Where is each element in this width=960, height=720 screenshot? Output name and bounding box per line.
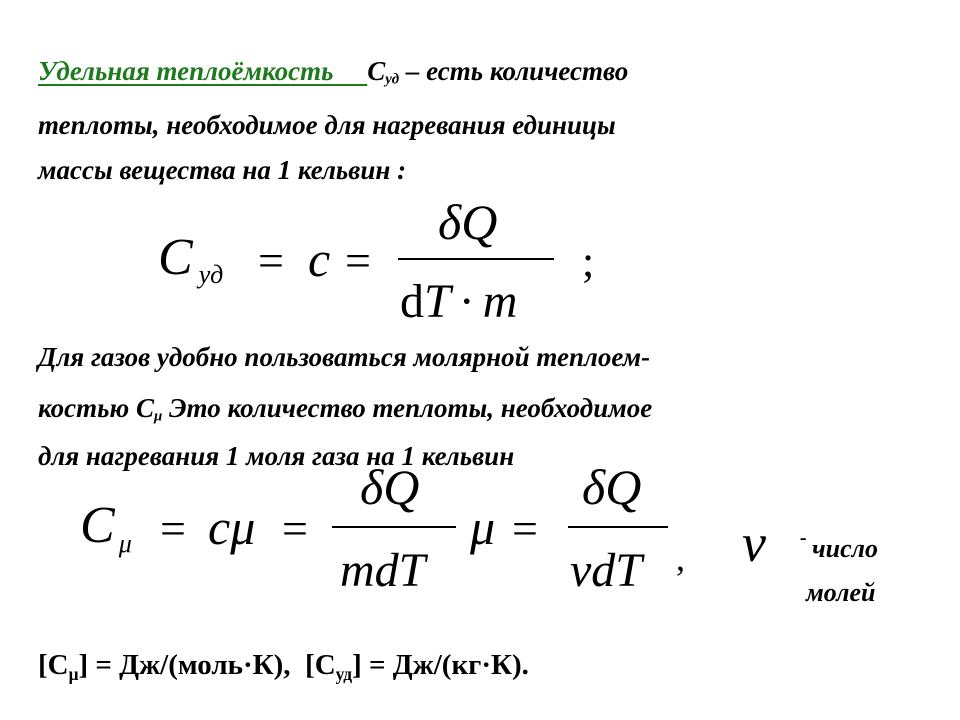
definition-line-1 <box>38 58 628 88</box>
formula-1-den-dot: · <box>458 275 475 328</box>
formula-2-eq2: = <box>282 503 308 554</box>
units-cmu-rest: ] = Дж/(моль·К), <box>78 649 291 681</box>
definition-line-3: массы вещества на 1 кельвин : <box>38 155 407 185</box>
nu-symbol: ν <box>742 513 766 573</box>
units-cmu-sub: μ <box>68 664 79 685</box>
formula-1-fraction-bar <box>398 258 554 260</box>
molar-line-2-sub: μ <box>153 408 163 425</box>
formula-2-den2: νdT <box>570 544 642 597</box>
formula-1-den-T: T <box>424 275 451 328</box>
formula-2-C: C <box>80 497 115 554</box>
symbol-c: C <box>367 56 386 86</box>
formula-2-comma: , <box>676 538 685 578</box>
units-cmu-open: [C <box>38 649 69 681</box>
formula-2-fraction-bar-2 <box>568 526 668 528</box>
nu-description-line-2: молей <box>806 578 876 607</box>
formula-2-den1: mdT <box>340 544 426 597</box>
molar-line-3: для нагревания 1 моля газа на 1 кельвин <box>38 441 515 471</box>
formula-1-C-sub: уд <box>198 260 224 290</box>
units-cud-sub: уд <box>335 664 353 685</box>
molar-line-2 <box>38 395 652 425</box>
formula-2-lhs <box>80 497 132 559</box>
formula-1-c: c <box>308 231 331 287</box>
term-underline-gap <box>333 56 367 86</box>
molar-line-2-rest: Это количество теплоты, необходимое <box>162 393 653 423</box>
formula-2-num2: δQ <box>582 459 642 515</box>
nu-dash: - <box>800 527 807 549</box>
formula-1-eq2: = <box>345 235 371 286</box>
formula-1-semicolon: ; <box>582 237 595 286</box>
term-specific-heat: Удельная теплоёмкость <box>38 56 334 86</box>
nu-description-line-1: число <box>812 534 878 563</box>
formula-2-mu: μ <box>470 499 496 555</box>
formula-1-lhs <box>158 229 224 290</box>
formula-1-den-m: m <box>482 275 518 328</box>
formula-1-den-d: d <box>400 275 424 328</box>
formula-1-numerator: δQ <box>438 194 498 250</box>
formula-2-fraction-bar-1 <box>332 526 456 528</box>
formula-1-denominator <box>400 275 518 328</box>
formula-2-eq3: = <box>512 503 538 554</box>
formula-1-eq1: = <box>258 235 284 286</box>
formula-2-c-mu: cμ <box>208 499 256 555</box>
formula-1-C: C <box>158 229 193 286</box>
molar-line-1: Для газов удобно пользоваться молярной теплоем- <box>38 342 651 372</box>
molar-line-2-start: костью C <box>38 393 154 423</box>
units-cud-open: [C <box>305 649 336 681</box>
symbol-c-subscript: уд <box>385 71 400 88</box>
formula-2-num1: δQ <box>360 459 420 515</box>
units-cud-rest: ] = Дж/(кг·К). <box>352 649 529 681</box>
formula-2-eq1: = <box>160 503 186 554</box>
formula-2-C-sub: μ <box>118 529 132 559</box>
units-line <box>38 651 529 683</box>
definition-line-1-rest: – есть количество <box>399 56 629 86</box>
definition-line-2: теплоты, необходимое для нагревания единицы <box>38 110 616 140</box>
